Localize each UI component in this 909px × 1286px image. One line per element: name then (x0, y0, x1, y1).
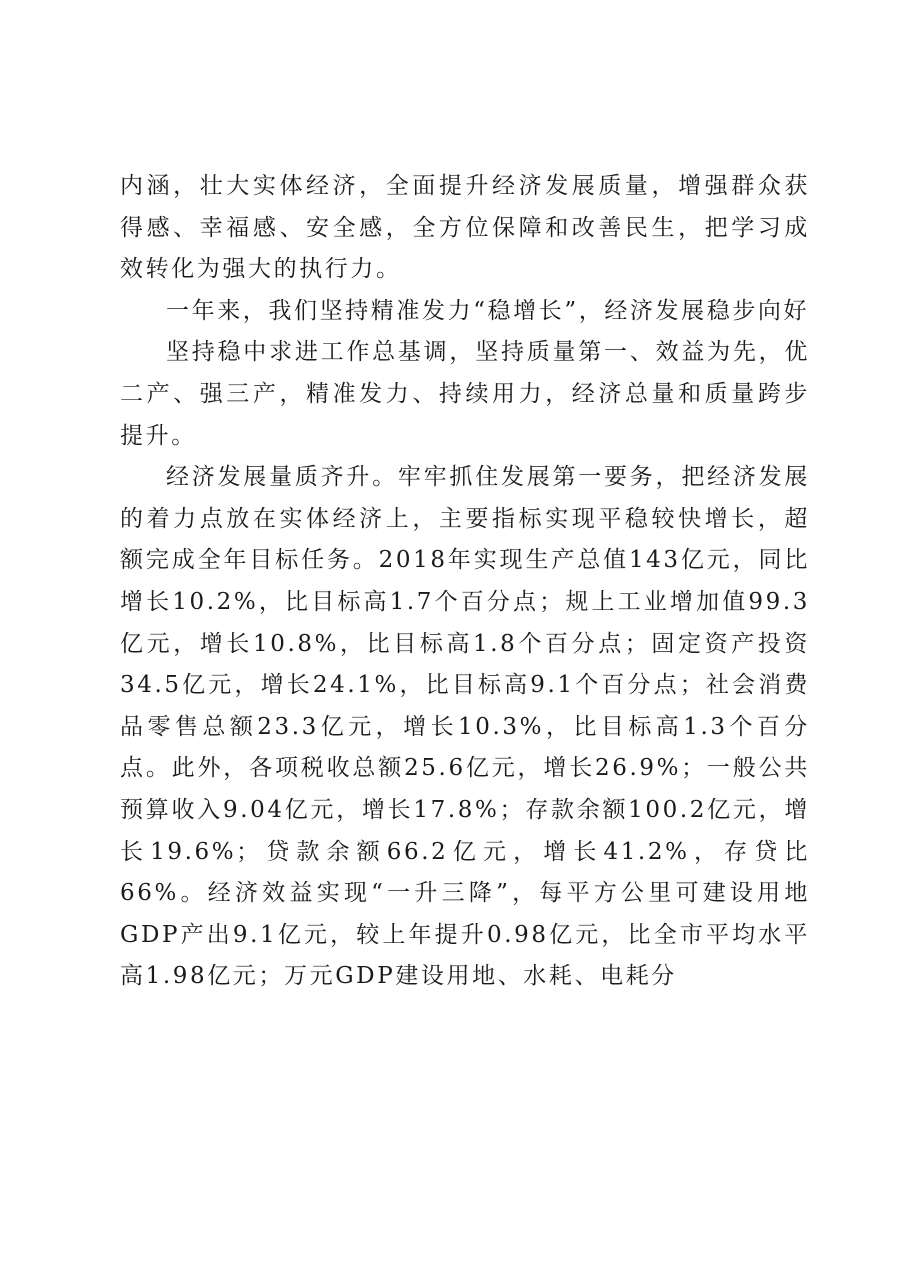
paragraph-summary: 坚持稳中求进工作总基调，坚持质量第一、效益为先，优二产、强三产，精准发力、持续用力，经济总量和质量跨步提升。 (120, 339, 810, 449)
paragraph-continuation: 内涵，壮大实体经济，全面提升经济发展质量，增强群众获得感、幸福感、安全感，全方位保障和改善民生，把学习成效转化为强大的执行力。 (120, 173, 810, 283)
section-heading: 一年来，我们坚持精准发力“稳增长”，经济发展稳步向好 (166, 297, 810, 324)
document-body (120, 166, 810, 998)
paragraph-economic-data: 经济发展量质齐升。牢牢抓住发展第一要务，把经济发展的着力点放在实体经济上，主要指标实现平稳较快增长，超额完成全年目标任务。2018年实现生产总值143亿元，同比增长10.2%，比目标高1.7个百分点；规上工业增加值99.3亿元，增长10.8%，比目标高1.8个百分点；固定资产投资34.5亿元，增长24.1%，比目标高9.1个百分点；社会消费品零售总额23.3亿元，增长10.3%，比目标高1.3个百分点。此外，各项税收总额25.6亿元，增长26.9%；一般公共预算收入9.04亿元，增长17.8%；存款余额100.2亿元，增长19.6%；贷款余额66.2亿元，增长41.2%，存贷比66%。经济效益实现“一升三降”，每平方公里可建设用地GDP产出9.1亿元，较上年提升0.98亿元，比全市平均水平高1.98亿元；万元GDP建设用地、水耗、电耗分 (120, 464, 810, 990)
